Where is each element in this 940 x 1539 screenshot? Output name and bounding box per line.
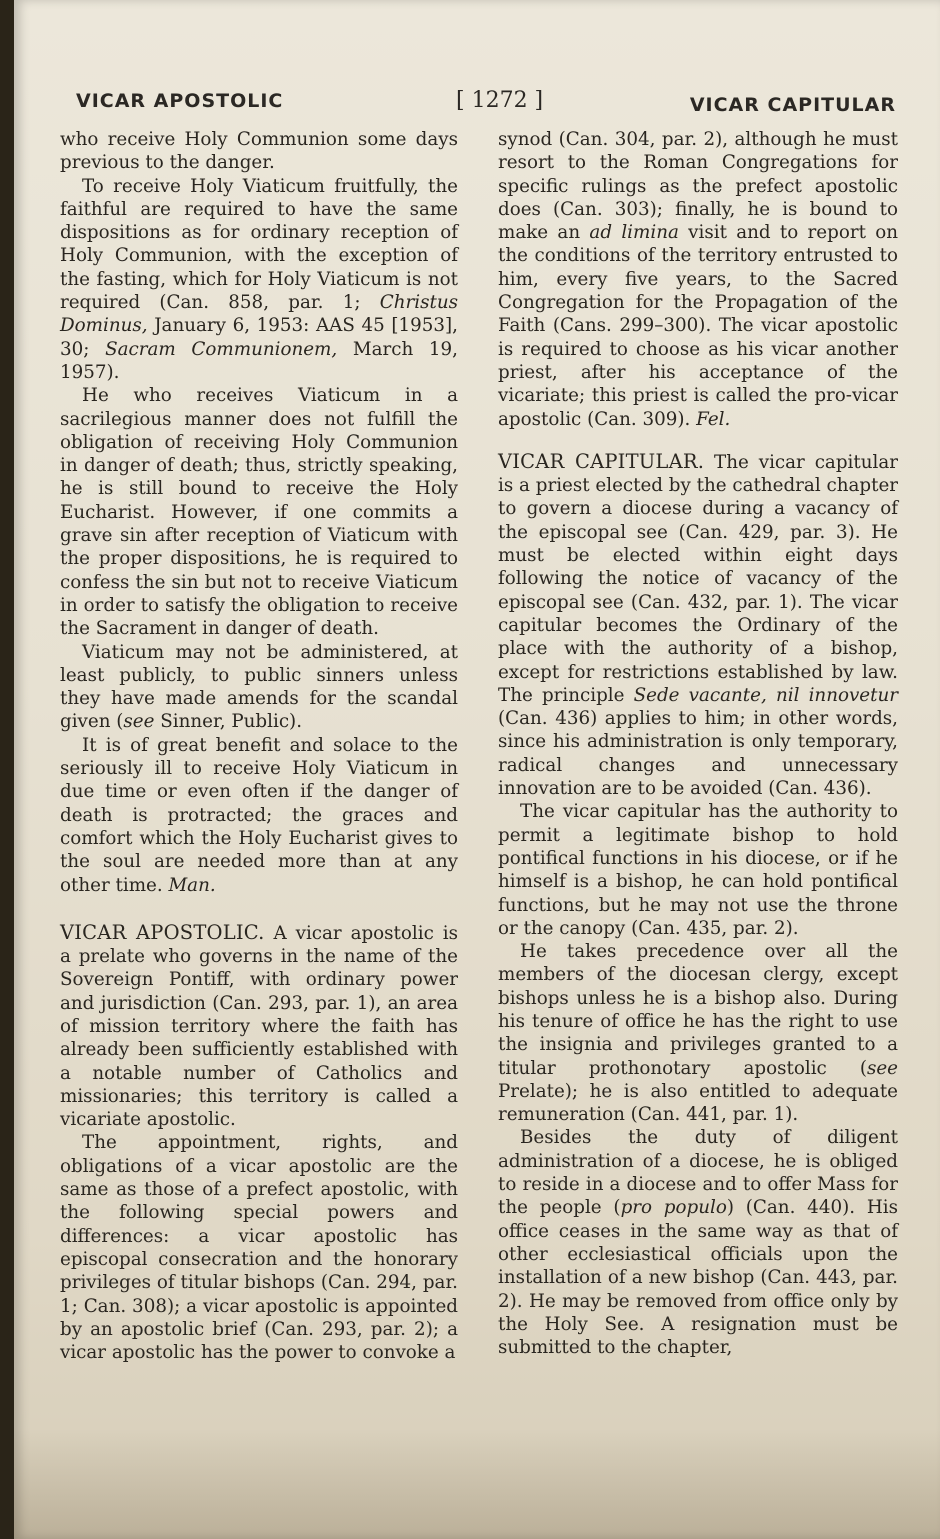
entry-headword: VICAR CAPITULAR. [498, 449, 705, 473]
header-right-guide-word: VICAR CAPITULAR [689, 94, 896, 116]
right-column [498, 128, 898, 1359]
page-shadow [14, 1429, 940, 1539]
paragraph: To receive Holy Viaticum fruitfully, the faithful are required to have the same dispositions as for ordinary reception of Holy Communion, with the exception of the fasting, which for Holy Viaticum is not required (Can. 858, par. 1; Christus Dominus, January 6, 1953: AAS 45 [1953], 30; Sacram Communionem, March 19, 1957). [60, 175, 458, 383]
running-header [76, 88, 896, 118]
paragraph: The appointment, rights, and obligations of a vicar apostolic are the same as those of a prefect apostolic, with the following special powers and differences: a vicar apostolic has episcopal consecration and the honorary privileges of titular bishops (Can. 294, par. 1; Can. 308); a vicar apostolic is appointed by an apostolic brief (Can. 293, par. 2); a vicar apostolic has the power to convoke a [60, 1132, 458, 1364]
paragraph: who receive Holy Communion some days previous to the danger. [60, 129, 458, 174]
paragraph: Besides the duty of diligent administration of a diocese, he is obliged to reside in a diocese and to offer Mass for the people (pro populo) (Can. 440). His office ceases in the same way as that of other ecclesiastical officials upon the installation of a new bishop (Can. 443, par. 2). He may be removed from office only by the Holy See. A resignation must be submitted to the chapter, [498, 1127, 898, 1359]
paragraph: The vicar capitular has the authority to permit a legitimate bishop to hold pontifical functions in his diocese, or if he himself is a bishop, he can hold pontifical functions, but he may not use the throne or the canopy (Can. 435, par. 2). [498, 801, 898, 939]
author-signature: Man. [168, 874, 216, 896]
paragraph: synod (Can. 304, par. 2), although he must resort to the Roman Congregations for specific rulings as the prefect apostolic does (Can. 303); finally, he is bound to make an ad limina visit and to report on the conditions of the territory entrusted to him, every five years, to the Sacred Congregation for the Propagation of the Faith (Cans. 299–300). The vicar apostolic is required to choose as his vicar another priest, after his acceptance of the vicariate; this priest is called the pro-vicar apostolic (Can. 309). Fel. [498, 129, 898, 430]
header-left-guide-word: VICAR APOSTOLIC [76, 90, 284, 112]
left-column [60, 128, 458, 1364]
book-page [14, 0, 940, 1539]
entry-headword: VICAR APOSTOLIC. [60, 920, 265, 944]
entry-spacer [498, 431, 898, 450]
author-signature: Fel. [696, 408, 731, 430]
entry-paragraph: VICAR APOSTOLIC. A vicar apostolic is a prelate who governs in the name of the Sovereign Pontiff, with ordinary power and jurisdiction (Can. 293, par. 1), an area of mission territory where the faith has already been sufficiently established with a notable number of Catholics and missionaries; this territory is called a vicariate apostolic. [60, 920, 458, 1131]
page-number: [ 1272 ] [456, 88, 544, 113]
paragraph: He who receives Viaticum in a sacrilegious manner does not fulfill the obligation of receiving Holy Communion in danger of death; thus, strictly speaking, he is still bound to receive the Holy Eucharist. However, if one commits a grave sin after reception of Viaticum with the proper dispositions, he is required to confess the sin but not to receive Viaticum in order to satisfy the obligation to receive the Sacrament in danger of death. [60, 385, 458, 640]
paragraph: He takes precedence over all the members of the diocesan clergy, except bishops unless he is a bishop also. During his tenure of office he has the right to use the insignia and privileges granted to a titular prothonotary apostolic (see Prelate); he is also entitled to adequate remuneration (Can. 441, par. 1). [498, 941, 898, 1126]
paragraph: It is of great benefit and solace to the seriously ill to receive Holy Viaticum in due time or even often if the danger of death is protracted; the graces and comfort which the Holy Eucharist gives to the soul are needed more than at any other time. Man. [60, 734, 458, 896]
entry-spacer [60, 897, 458, 921]
paragraph: Viaticum may not be administered, at least publicly, to public sinners unless they have made amends for the scandal given (see Sinner, Public). [60, 641, 458, 733]
entry-paragraph: VICAR CAPITULAR. The vicar capitular is a priest elected by the cathedral chapter to govern a diocese during a vacancy of the episcopal see (Can. 429, par. 3). He must be elected within eight days following the notice of vacancy of the episcopal see (Can. 432, par. 1). The vicar capitular becomes the Ordinary of the place with the authority of a bishop, except for restrictions established by law. The principle Sede vacante, nil innovetur (Can. 436) applies to him; in other words, since his administration is only temporary, radical changes and unnecessary innovation are to be avoided (Can. 436). [498, 449, 898, 800]
